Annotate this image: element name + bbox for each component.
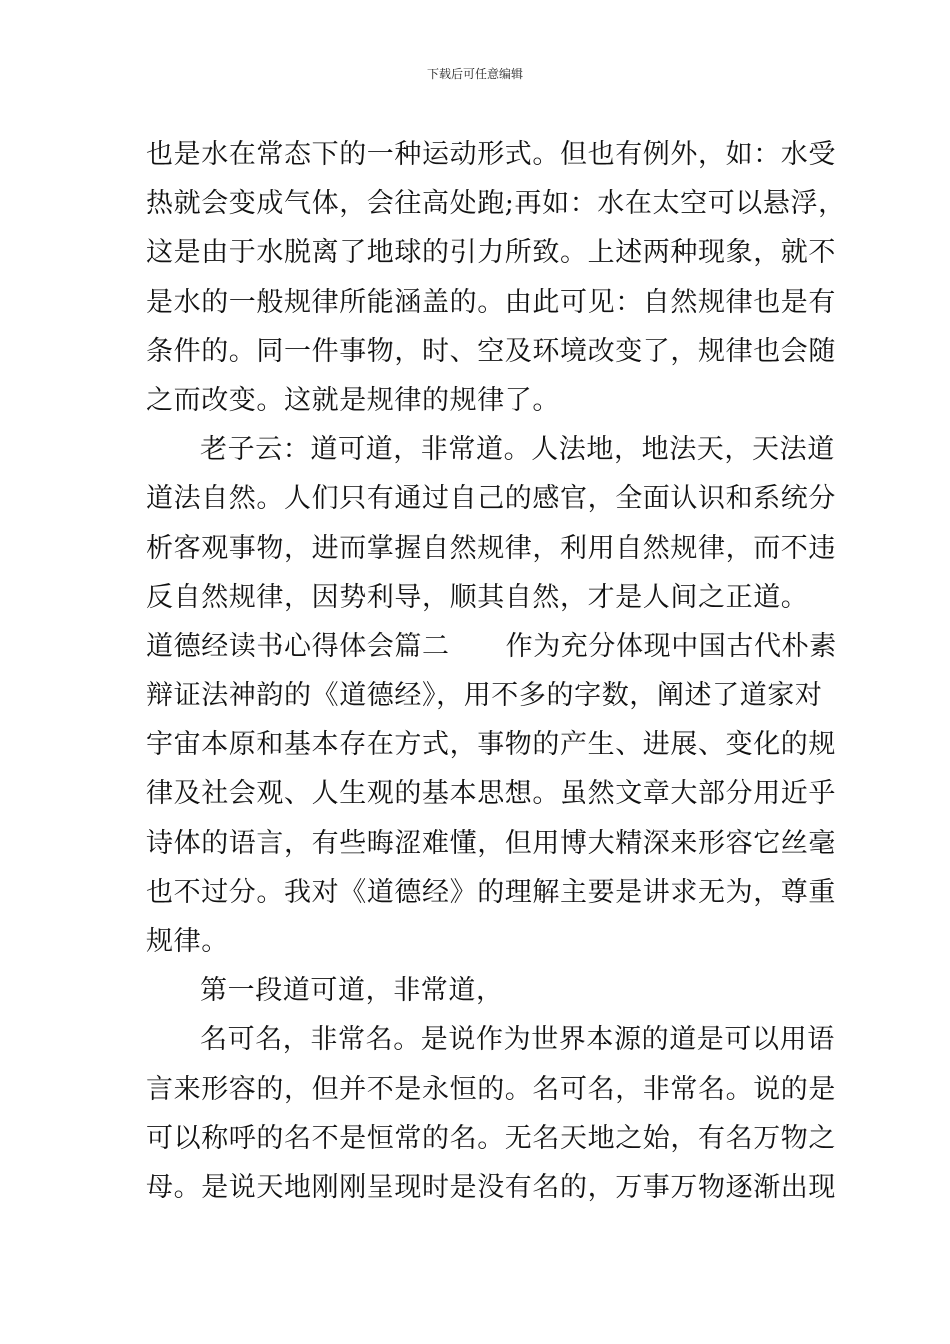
section-heading: 道德经读书心得体会篇二 — [146, 630, 450, 662]
text-line: 诗体的语言，有些晦涩难懂，但用博大精深来形容它丝毫 — [146, 827, 836, 859]
text-line: 辩证法神韵的《道德经》，用不多的字数，阐述了道家对 — [146, 680, 823, 712]
text-line: 言来形容的，但并不是永恒的。名可名，非常名。说的是 — [146, 1073, 836, 1105]
document-body — [146, 130, 846, 1212]
paragraph-start-line: 名可名，非常名。是说作为世界本源的道是可以用语 — [200, 1024, 835, 1056]
text-line: 也不过分。我对《道德经》的理解主要是讲求无为，尊重 — [146, 876, 836, 908]
paragraph-start-line: 第一段道可道，非常道， — [200, 975, 504, 1007]
text-line: 热就会变成气体，会往高处跑;再如：水在太空可以悬浮， — [146, 188, 846, 220]
text-line: 是水的一般规律所能涵盖的。由此可见：自然规律也是有 — [146, 286, 836, 318]
text-line: 也是水在常态下的一种运动形式。但也有例外，如：水受 — [146, 139, 836, 170]
section-heading-line — [146, 622, 837, 671]
text-line: 道法自然。人们只有通过自己的感官，全面认识和系统分 — [146, 483, 836, 515]
text-line: 之而改变。这就是规律的规律了。 — [146, 384, 560, 416]
text-line: 可以称呼的名不是恒常的名。无名天地之始，有名万物之 — [146, 1122, 836, 1154]
text-line: 律及社会观、人生观的基本思想。虽然文章大部分用近乎 — [146, 778, 836, 810]
text-line: 这是由于水脱离了地球的引力所致。上述两种现象，就不 — [146, 237, 836, 269]
page-header: 下载后可任意编辑 — [426, 67, 523, 81]
text-line: 析客观事物，进而掌握自然规律，利用自然规律，而不违 — [146, 532, 836, 564]
text-line: 反自然规律，因势利导，顺其自然，才是人间之正道。 — [146, 581, 809, 613]
section-intro-text: 作为充分体现中国古代朴素 — [505, 630, 837, 662]
paragraph-start-line: 老子云：道可道，非常道。人法地，地法天，天法道 — [200, 434, 835, 466]
text-line: 条件的。同一件事物，时、空及环境改变了，规律也会随 — [146, 335, 836, 367]
text-line: 母。是说天地刚刚呈现时是没有名的，万事万物逐渐出现 — [146, 1171, 836, 1203]
text-line: 规律。 — [146, 926, 229, 957]
text-line: 宇宙本原和基本存在方式，事物的产生、进展、变化的规 — [146, 729, 836, 761]
